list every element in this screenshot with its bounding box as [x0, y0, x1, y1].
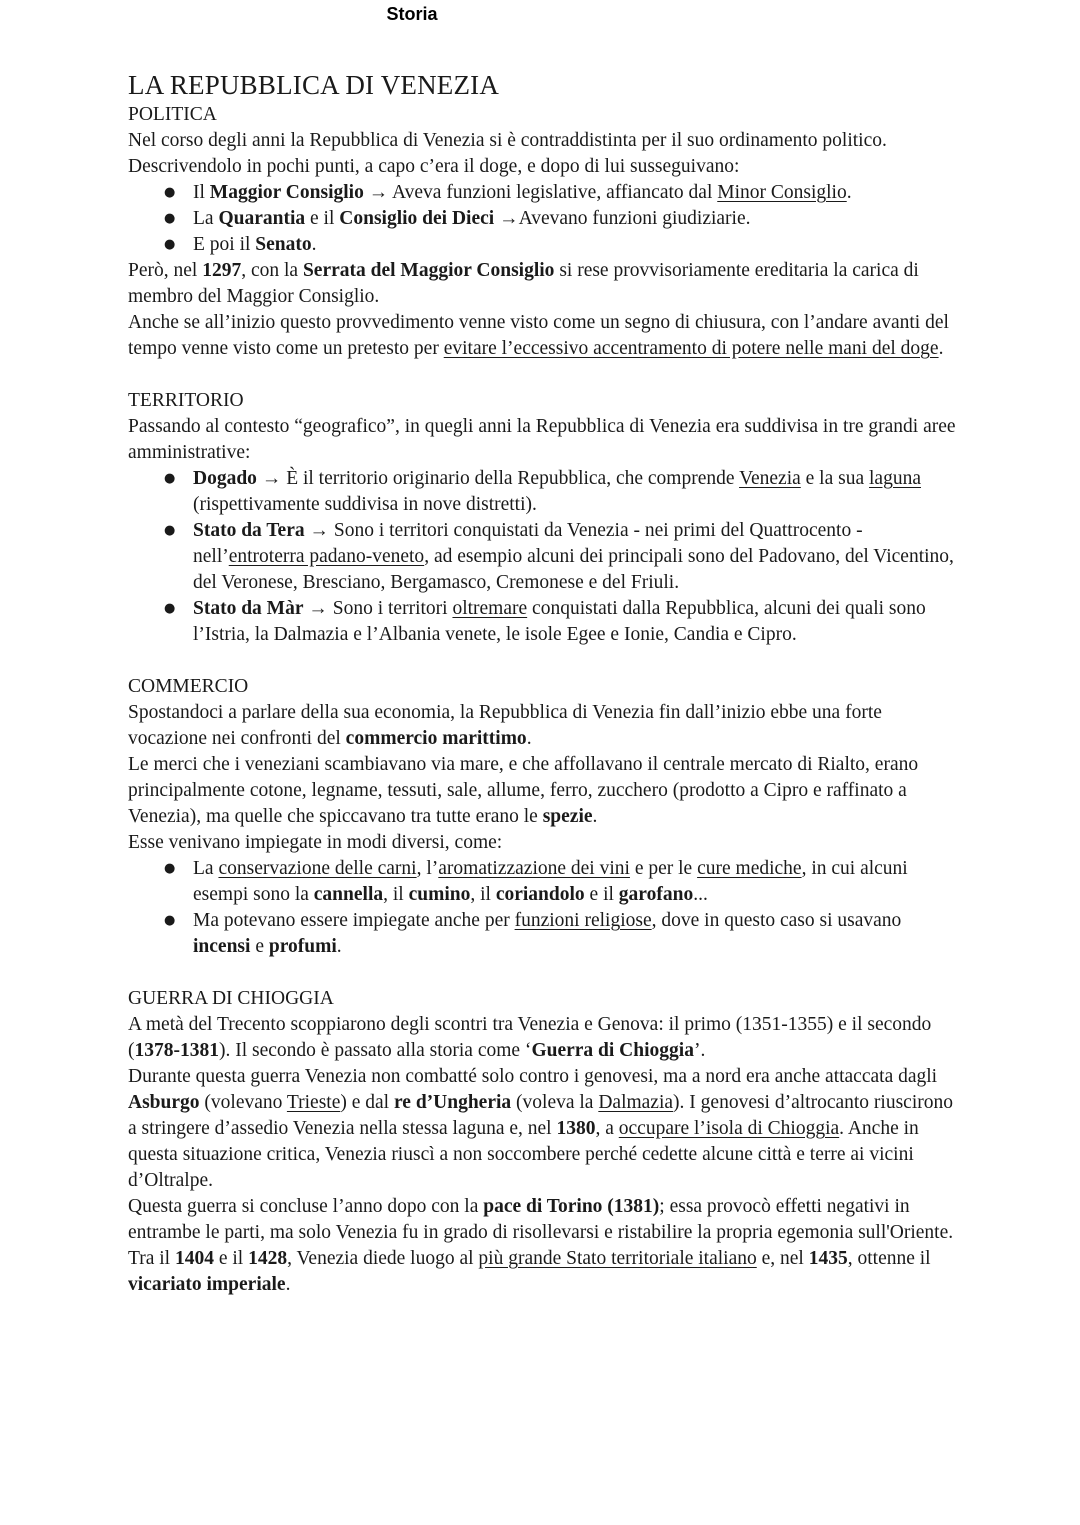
document-title: LA REPUBBLICA DI VENEZIA [128, 70, 500, 100]
list-politica [128, 180, 958, 258]
list-item: ● Stato da Màr → Sono i territori oltremare conquistati dalla Repubblica, alcuni dei quali sono l’Istria, la Dalmazia e l’Albania venete, le isole Egee e Ionie, Candia e Cipro. [128, 596, 958, 648]
paragraph-territorio-intro: Passando al contesto “geografico”, in quegli anni la Repubblica di Venezia era suddivisa in tre grandi aree amministrative: [128, 416, 956, 463]
section-heading-guerra-di-chioggia: GUERRA DI CHIOGGIA [128, 988, 334, 1009]
list-item: ● Ma potevano essere impiegate anche per funzioni religiose, dove in questo caso si usavano incensi e profumi. [128, 908, 958, 960]
paragraph-serrata: Però, nel 1297, con la Serrata del Maggior Consiglio si rese provvisoriamente ereditaria la carica di membro del Maggior Consiglio. [128, 260, 919, 307]
list-item: ● E poi il Senato. [128, 232, 958, 258]
list-territorio [128, 466, 958, 648]
list-item: ● Il Maggior Consiglio → Aveva funzioni legislative, affiancato dal Minor Consiglio. [128, 180, 958, 206]
list-commercio [128, 856, 958, 960]
paragraph-provvedimento: Anche se all’inizio questo provvedimento venne visto come un segno di chiusura, con l’andare avanti del tempo venne visto come un pretesto per evitare l’eccessivo accentramento di potere nelle mani del doge. [128, 312, 949, 359]
paragraph-impieghi: Esse venivano impiegate in modi diversi, come: [128, 832, 503, 853]
list-item: ● Dogado → È il territorio originario della Repubblica, che comprende Venezia e la sua laguna (rispettivamente suddivisa in nove distretti). [128, 466, 958, 518]
paragraph-politica-intro: Nel corso degli anni la Repubblica di Venezia si è contraddistinta per il suo ordinamento politico. Descrivendolo in pochi punti, a capo c’era il doge, e dopo di lui susseguivano: [128, 130, 887, 177]
paragraph-guerra-intro: A metà del Trecento scoppiarono degli scontri tra Venezia e Genova: il primo (1351-1355) e il secondo (1378-1381). Il secondo è passato alla storia come ‘Guerra di Chioggia’. [128, 1014, 932, 1061]
document-body [128, 62, 958, 1298]
list-item: ● La Quarantia e il Consiglio dei Dieci →Avevano funzioni giudiziarie. [128, 206, 958, 232]
paragraph-guerra-svolgimento: Durante questa guerra Venezia non combatté solo contro i genovesi, ma a nord era anche attaccata dagli Asburgo (volevano Trieste) e dal re d’Ungheria (voleva la Dalmazia). I genovesi d’altrocanto riuscirono a stringere d’assedio Venezia nella stessa laguna e, nel 1380, a occupare l’isola di Chioggia. Anche in questa situazione critica, Venezia riuscì a non soccombere perché cedette alcune città e terre ai vicini d’Oltralpe. [128, 1066, 953, 1191]
section-heading-territorio: TERRITORIO [128, 390, 244, 411]
section-heading-commercio: COMMERCIO [128, 676, 249, 697]
paragraph-commercio-intro: Spostandoci a parlare della sua economia, la Repubblica di Venezia fin dall’inizio ebbe una forte vocazione nei confronti del commercio marittimo. [128, 702, 882, 749]
list-item: ● Stato da Tera → Sono i territori conquistati da Venezia - nei primi del Quattrocento - nell’entroterra padano-veneto, ad esempio alcuni dei principali sono del Padovano, del Vicentino, del Veronese, Bresciano, Bergamasco, Cremonese e del Friuli. [128, 518, 958, 596]
section-heading-politica: POLITICA [128, 104, 217, 125]
list-item: ● La conservazione delle carni, l’aromatizzazione dei vini e per le cure mediche, in cui alcuni esempi sono la cannella, il cumino, il coriandolo e il garofano... [128, 856, 958, 908]
paragraph-pace-di-torino: Questa guerra si concluse l’anno dopo con la pace di Torino (1381); essa provocò effetti negativi in entrambe le parti, ma solo Venezia fu in grado di risollevarsi e ristabilire la propria egemonia sull'Oriente. [128, 1196, 954, 1243]
paragraph-stato-territoriale: Tra il 1404 e il 1428, Venezia diede luogo al più grande Stato territoriale italiano e, nel 1435, ottenne il vicariato imperiale. [128, 1248, 931, 1295]
page-header-subject: Storia [386, 4, 438, 24]
paragraph-merci: Le merci che i veneziani scambiavano via mare, e che affollavano il centrale mercato di Rialto, erano principalmente cotone, legname, tessuti, sale, allume, ferro, zucchero (prodotto a Cipro e raffinato a Venezia), ma quelle che spiccavano tra tutte erano le spezie. [128, 754, 919, 827]
